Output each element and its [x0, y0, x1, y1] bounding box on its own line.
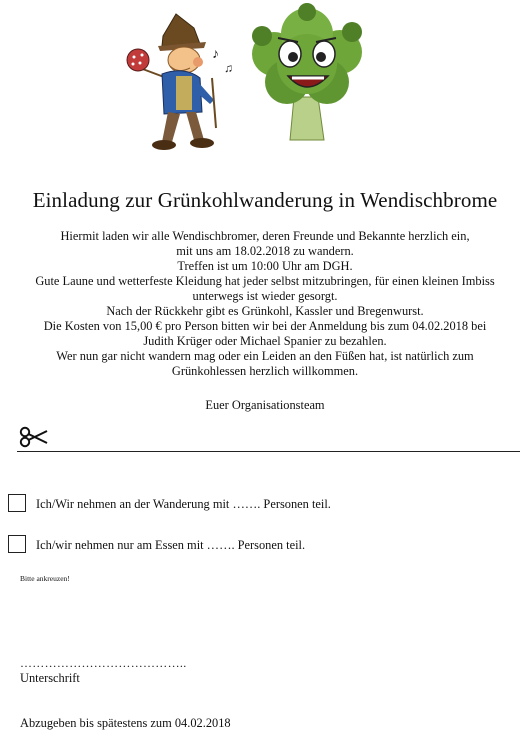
- svg-text:♪: ♪: [212, 47, 219, 62]
- header-illustrations: [0, 0, 530, 170]
- meal-checkbox[interactable]: [8, 535, 26, 553]
- body-line: unterwegs ist wieder gesorgt.: [192, 289, 338, 303]
- body-line: Grünkohlessen herzlich willkommen.: [171, 364, 359, 378]
- body-line: Wer nun gar nicht wandern mag oder ein Leiden an den Füßen hat, ist natürlich zum: [56, 349, 474, 363]
- body-line: Gute Laune und wetterfeste Kleidung hat jeder selbst mitzubringen, für einen kleinen Imbiss: [35, 274, 495, 288]
- body-line: Die Kosten von 15,00 € pro Person bitten wir bei der Anmeldung bis zum 04.02.2018 bei: [43, 319, 487, 333]
- signature-line[interactable]: …………………………………..: [20, 656, 187, 670]
- hike-checkbox[interactable]: [8, 494, 26, 512]
- body-line: Judith Krüger oder Michael Spanier zu bezahlen.: [143, 334, 387, 348]
- invitation-body: [10, 229, 520, 379]
- body-line: mit uns am 18.02.2018 zu wandern.: [176, 244, 354, 258]
- scissors-icon: [19, 426, 49, 448]
- body-line: Nach der Rückkehr gibt es Grünkohl, Kassler und Bregenwurst.: [106, 304, 424, 318]
- cut-line: [17, 451, 520, 452]
- body-line: Treffen ist um 10:00 Uhr am DGH.: [177, 259, 353, 273]
- wanderer-illustration: [118, 8, 238, 158]
- hike-option-label: Ich/Wir nehmen an der Wanderung mit ……. Personen teil.: [36, 497, 331, 511]
- signoff: Euer Organisationsteam: [205, 398, 325, 412]
- signature-label: Unterschrift: [20, 671, 80, 685]
- page-title: Einladung zur Grünkohlwanderung in Wendischbrome: [32, 188, 498, 212]
- svg-text:♫: ♫: [224, 61, 233, 75]
- option-meal[interactable]: [8, 535, 428, 557]
- option-hike[interactable]: [8, 494, 428, 516]
- checkbox-note: Bitte ankreuzen!: [20, 574, 70, 583]
- submission-deadline: Abzugeben bis spätestens zum 04.02.2018: [20, 716, 231, 730]
- broccoli-illustration: [232, 2, 382, 152]
- body-line: Hiermit laden wir alle Wendischbromer, deren Freunde und Bekannte herzlich ein,: [60, 229, 470, 243]
- meal-option-label: Ich/wir nehmen nur am Essen mit ……. Personen teil.: [36, 538, 306, 552]
